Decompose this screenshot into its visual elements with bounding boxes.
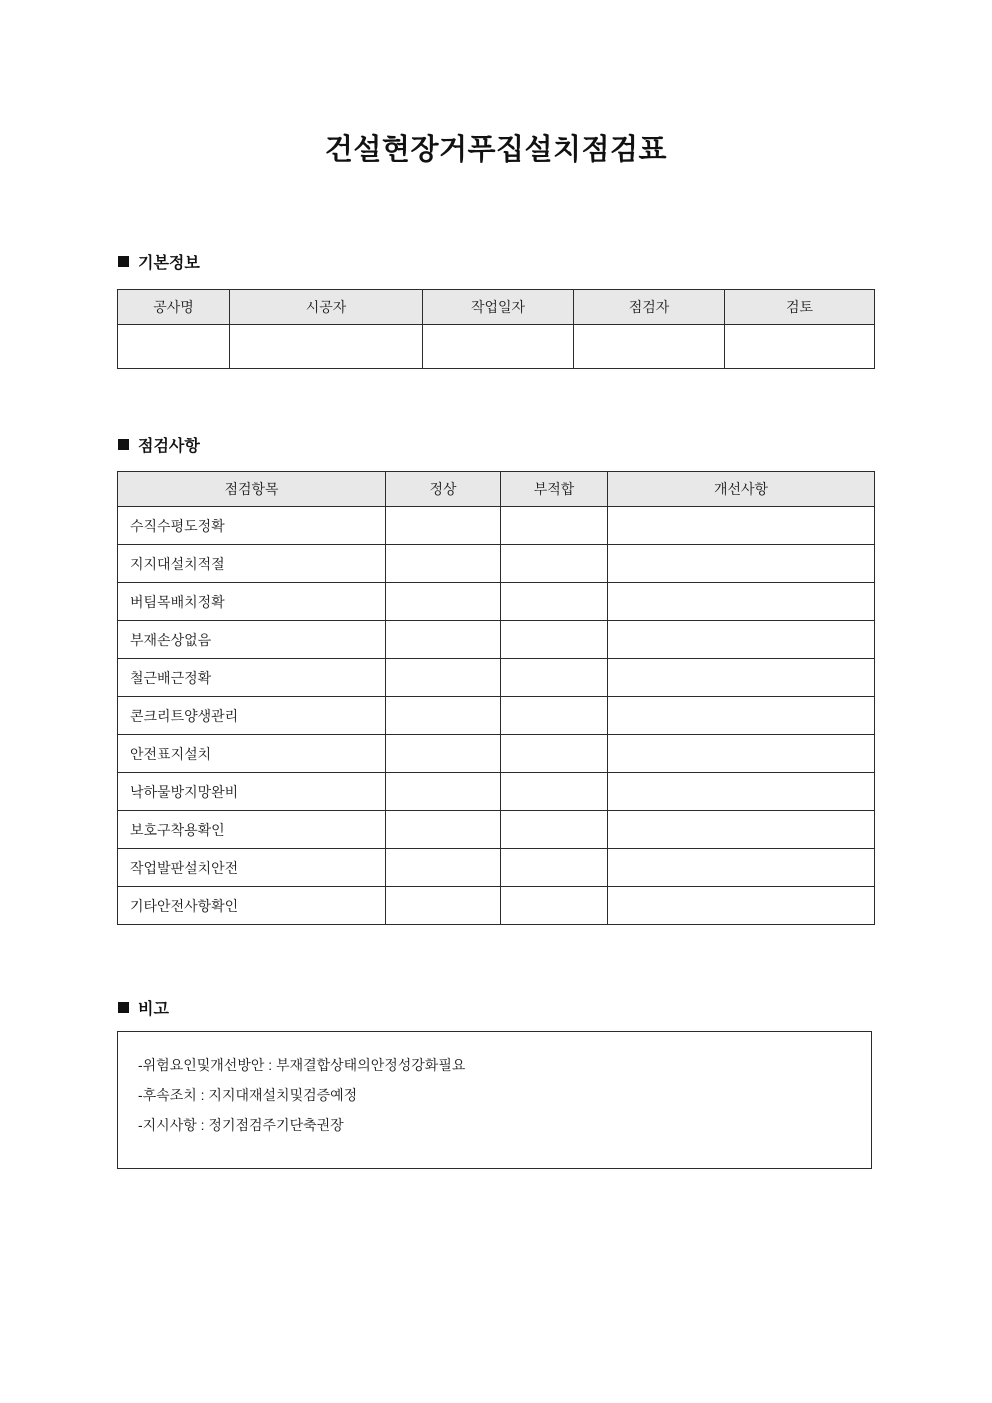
inspection-normal-checkbox-cell[interactable]: [386, 735, 501, 773]
table-row: [118, 621, 875, 659]
section-heading-remarks-label: 비고: [138, 1001, 169, 1018]
section-heading-inspection-label: 점검사항: [138, 438, 200, 455]
inspection-defect-checkbox-cell[interactable]: [501, 887, 608, 925]
table-row: [118, 507, 875, 545]
basic-info-header-work-date: 작업일자: [423, 290, 574, 325]
inspection-item-label: 콘크리트양생관리: [118, 697, 386, 735]
basic-info-value-review[interactable]: [725, 325, 875, 369]
basic-info-header-review: 검토: [725, 290, 875, 325]
inspection-item-label: 지지대설치적절: [118, 545, 386, 583]
inspection-improvement-cell[interactable]: [608, 887, 875, 925]
inspection-item-label: 버팀목배치정확: [118, 583, 386, 621]
inspection-improvement-cell[interactable]: [608, 697, 875, 735]
remark-line: -위험요인및개선방안 : 부재결합상태의안정성강화필요: [138, 1057, 466, 1073]
section-heading-basic-info-label: 기본정보: [138, 255, 200, 272]
inspection-defect-checkbox-cell[interactable]: [501, 849, 608, 887]
inspection-defect-checkbox-cell[interactable]: [501, 507, 608, 545]
table-row: [118, 887, 875, 925]
inspection-item-label: 안전표지설치: [118, 735, 386, 773]
page-title: 건설현장거푸집설치점검표: [324, 134, 668, 166]
table-row: [118, 697, 875, 735]
inspection-normal-checkbox-cell[interactable]: [386, 621, 501, 659]
section-heading-inspection: [118, 433, 200, 456]
inspection-defect-checkbox-cell[interactable]: [501, 659, 608, 697]
remark-line: -지시사항 : 정기점검주기단축권장: [138, 1117, 344, 1133]
inspection-defect-checkbox-cell[interactable]: [501, 583, 608, 621]
inspection-improvement-cell[interactable]: [608, 545, 875, 583]
square-bullet-icon: [118, 1002, 129, 1013]
inspection-item-label: 낙하물방지망완비: [118, 773, 386, 811]
square-bullet-icon: [118, 256, 129, 267]
inspection-item-label: 수직수평도정확: [118, 507, 386, 545]
inspection-table: [117, 471, 875, 925]
basic-info-header-contractor: 시공자: [230, 290, 423, 325]
inspection-normal-checkbox-cell[interactable]: [386, 659, 501, 697]
inspection-defect-checkbox-cell[interactable]: [501, 697, 608, 735]
table-row: [118, 849, 875, 887]
square-bullet-icon: [118, 439, 129, 450]
basic-info-value-inspector[interactable]: [574, 325, 725, 369]
inspection-normal-checkbox-cell[interactable]: [386, 849, 501, 887]
basic-info-header-project-name: 공사명: [118, 290, 230, 325]
inspection-improvement-cell[interactable]: [608, 811, 875, 849]
table-header-row: [118, 290, 875, 325]
inspection-improvement-cell[interactable]: [608, 507, 875, 545]
inspection-normal-checkbox-cell[interactable]: [386, 583, 501, 621]
remark-line: -후속조치 : 지지대재설치및검증예정: [138, 1087, 358, 1103]
inspection-improvement-cell[interactable]: [608, 621, 875, 659]
inspection-improvement-cell[interactable]: [608, 659, 875, 697]
inspection-improvement-cell[interactable]: [608, 583, 875, 621]
table-header-row: [118, 472, 875, 507]
table-row: [118, 811, 875, 849]
inspection-normal-checkbox-cell[interactable]: [386, 887, 501, 925]
inspection-defect-checkbox-cell[interactable]: [501, 545, 608, 583]
remarks-box[interactable]: [117, 1031, 872, 1169]
basic-info-value-work-date[interactable]: [423, 325, 574, 369]
inspection-item-label: 보호구착용확인: [118, 811, 386, 849]
inspection-header-defect: 부적합: [501, 472, 608, 507]
table-row: [118, 545, 875, 583]
remarks-list: [138, 1050, 857, 1140]
inspection-defect-checkbox-cell[interactable]: [501, 735, 608, 773]
inspection-header-item: 점검항목: [118, 472, 386, 507]
table-row: [118, 583, 875, 621]
table-row: [118, 325, 875, 369]
basic-info-value-project-name[interactable]: [118, 325, 230, 369]
inspection-normal-checkbox-cell[interactable]: [386, 811, 501, 849]
inspection-item-label: 철근배근정확: [118, 659, 386, 697]
table-row: [118, 735, 875, 773]
basic-info-table: [117, 289, 875, 369]
inspection-normal-checkbox-cell[interactable]: [386, 507, 501, 545]
inspection-improvement-cell[interactable]: [608, 849, 875, 887]
inspection-normal-checkbox-cell[interactable]: [386, 545, 501, 583]
inspection-defect-checkbox-cell[interactable]: [501, 621, 608, 659]
basic-info-header-inspector: 점검자: [574, 290, 725, 325]
inspection-improvement-cell[interactable]: [608, 773, 875, 811]
inspection-defect-checkbox-cell[interactable]: [501, 811, 608, 849]
inspection-item-label: 부재손상없음: [118, 621, 386, 659]
inspection-improvement-cell[interactable]: [608, 735, 875, 773]
table-row: [118, 773, 875, 811]
inspection-item-label: 작업발판설치안전: [118, 849, 386, 887]
section-heading-remarks: [118, 996, 169, 1019]
inspection-normal-checkbox-cell[interactable]: [386, 697, 501, 735]
inspection-header-normal: 정상: [386, 472, 501, 507]
inspection-normal-checkbox-cell[interactable]: [386, 773, 501, 811]
inspection-header-improvement: 개선사항: [608, 472, 875, 507]
basic-info-value-contractor[interactable]: [230, 325, 423, 369]
table-row: [118, 659, 875, 697]
inspection-item-label: 기타안전사항확인: [118, 887, 386, 925]
section-heading-basic-info: [118, 250, 200, 273]
inspection-defect-checkbox-cell[interactable]: [501, 773, 608, 811]
